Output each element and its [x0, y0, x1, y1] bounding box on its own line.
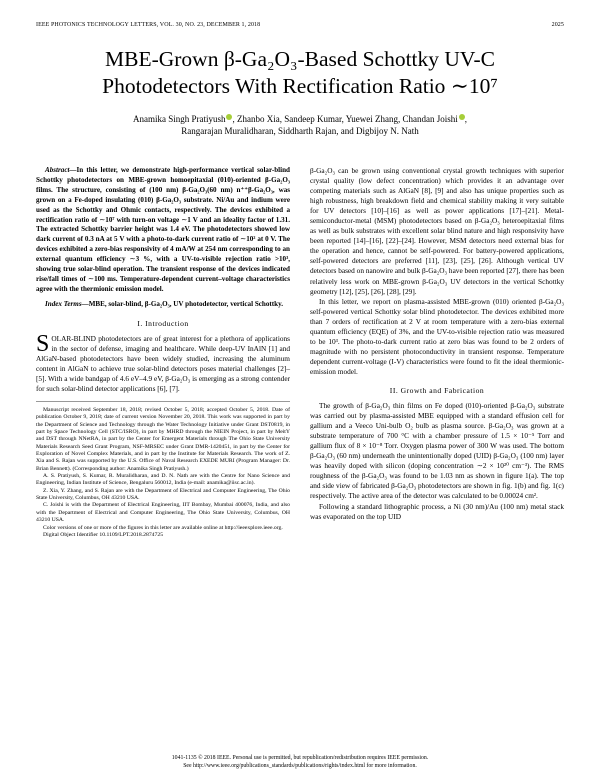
abstract-label: Abstract— [45, 166, 77, 174]
footnote-doi: Digital Object Identifier 10.1109/LPT.2018.2874725 [43, 531, 164, 538]
abstract [36, 166, 290, 295]
body-paragraph-3: The growth of β-Ga₂O₃ thin films on Fe doped (010)-oriented β-Ga₂O₃ substrate was carried out by plasma-assisted MBE equipped with a standard effusion cell for gallium and a Veeco Uni-bulb O₂ bulb as plasma source. β-Ga₂O₃ was grown at a substrate temperature of 700 °C with a chamber pressure of 1.5 × 10⁻⁵ Torr and gallium flux of 8 × 10⁻⁸ Torr. Oxygen plasma power of 300 W was used. The bottom β-Ga₂O₃ (60 nm) underneath the unintentionally doped (UID) β-Ga₂O₃ (100 nm) layer was heavily doped with silicon (doping concentration ∼2 × 10²⁰ cm⁻³). The RMS roughness of the β-Ga₂O₃ was found to be 1.03 nm as shown in figure 1(a). The top and side view of fabricated β-Ga₂O₃ photodetectors are shown in fig. 1(b) and fig. 1(c) respectively. The active area of the detector was calculated to be 0.00024 cm². [310, 401, 564, 501]
body-paragraph-2: In this letter, we report on plasma-assisted MBE-grown (010) oriented β-Ga₂O₃ self-powered vertical Schottky solar blind photodetector. The devices exhibited more than 7 orders of rectification at 2 V at room temperature with a zero-bias external quantum efficiency (EQE) of 3%, and the UV-to-visible rejection ratio was measured to be 10³. The photo-to-dark current ratio at zero bias was found to be 2 orders of magnitude with no persistent photoconductivity in transient response. Temperature dependent current-voltage (I-V) characteristics were found to fit the ideal thermionic-emission model. [310, 296, 564, 376]
paper-title [36, 46, 564, 100]
author-line-2: Rangarajan Muralidharan, Siddharth Rajan, and Digbijoy N. Nath [181, 126, 419, 136]
body-paragraph-4: Following a standard lithographic process, a Ni (30 nm)/Au (100 nm) metal stack was evaporated on the top UID [310, 501, 564, 521]
copyright-line: 1041-1135 © 2018 IEEE. Personal use is permitted, but republication/redistribution requires IEEE permission. [171, 755, 429, 761]
body-paragraph-1: β-Ga₂O₃ can be grown using conventional crystal growth techniques with superior crystal quality (low defect concentration) which provides it an advantage over competing materials such as AlGaN [8], [9] and also has unique properties such as high robustness, high breakdown field and chemical stability making it very suitable for UV detectors [10]–[16] as well as power applications [17]–[21]. Metal-semiconductor-metal (MSM) photodetectors based on β-Ga₂O₃ heteroepitaxial films as well as bulk substrates with excellent solar blind nature and high responsivity have been reported [14]–[16], [22]–[24]. However, MSM detectors need external bias for the operation and hence, cannot be self-powered. For battery-powered applications, self-powered detectors are preferred [11], [23], [25], [26]. Although vertical UV detectors based on nanowire and bulk β-Ga₂O₃ have been reported [27], there has been relatively less work on MBE-grown β-Ga₂O₃ UV detectors in the vertical Schottky geometry [12], [25], [26], [28], [29]. [310, 166, 564, 296]
index-terms-label: Index Terms— [45, 299, 89, 308]
abstract-text: In this letter, we demonstrate high-performance vertical solar-blind Schottky photodetectors on MBE-grown homoepitaxial (010)-oriented β-Ga₂O₃ films. The structure, consisting of (100 nm) β-Ga₂O₃(60 nm) n⁺⁺β-Ga₂O₃, was grown on a Fe-doped insulating (010) β-Ga₂O₃ substrate. Ni/Au and indium were used as the Schottky and Ohmic contacts, respectively. The devices exhibited a rectification ratio of ∼10⁷ with turn-on voltage ∼1 V and an ideality factor of 1.31. The extracted Schottky barrier height was 1.4 eV. The photodetectors showed low dark current of 0.3 nA at 5 V with a photo-to-dark current ratio of ∼10² at 0 V. The devices exhibited a zero-bias responsivity of 4 mA/W at 254 nm corresponding to an external quantum efficiency ∼3 %, with a UV-to-visible rejection ratio >10³, showing true solar-blind operation. The transient response of the devices indicated rise/fall times of ∼100 ms. Temperature-dependent current–voltage characteristics agree with the thermionic emission model. [36, 166, 290, 293]
footnotes [36, 401, 290, 539]
rights-link[interactable]: See http://www.ieee.org/publications_standards/publications/rights/index.html for more information. [183, 762, 417, 769]
title-line-2: Photodetectors With Rectification Ratio ∼10⁷ [102, 74, 498, 98]
author-list [60, 113, 540, 137]
copyright-footer [36, 755, 564, 770]
author-line-1: Anamika Singh Pratiyush , Zhanbo Xia, Sandeep Kumar, Yuewei Zhang, Chandan Joishi , [132, 114, 467, 124]
introduction-paragraph: SOLAR-BLIND photodetectors are of great interest for a plethora of applications in the sector of defense, imaging and healthcare. While deep-UV InAlN [1] and AlGaN-based photodetectors have been widely studied, increasing the aluminum content in AlGaN to achieve true solar-blind detectors poses material challenges [2]–[5]. With a wide bandgap of 4.6 eV–4.9 eV, β-Ga₂O₃ is emerging as a strong contender for such solar-blind detector applications [6], [7]. [36, 330, 290, 393]
page-number: 2025 [551, 22, 564, 28]
index-terms [36, 300, 290, 310]
footnote-affiliation-iitb: C. Joishi is with the Department of Electrical Engineering, IIT Bombay, Mumbai 400076, India, and also with the Department of Electrical and Computer Engineering, The Ohio State University, Columbus, OH 43210 USA. [36, 502, 290, 524]
title-line-1: MBE-Grown β-Ga₂O₃-Based Schottky UV-C [104, 47, 495, 71]
footnote-funding: Manuscript received September 18, 2018; revised October 5, 2018; accepted October 5, 2018. Date of publication October 9, 2018; date of current version November 20, 2018. This work was supported in part by the Department of Science and Technology through the Water Technology Initiative under Grant DST0819, in part by Space Technology Cell (STC/ISRO), in part by MHRD through the NIEIN Project, in part by MeitY and DST through NNetRA, in part by the Center for Emergent Materials through The Ohio State University Materials Research Seed Grant Program, NSF-MRSEC under Grant DMR-1420451, in part by the Center for Exploration of Novel Complex Materials, and in part by the Institute for Materials Research. The work of Z. Xia and S. Rajan was supported by the U.S. Office of Naval Research EXEDE MURI (Program Manager: Dr. Brian Bennett). (Corresponding author: Anamika Singh Pratiyush.) [36, 407, 290, 472]
section-heading-growth: II. Growth and Fabrication [389, 385, 485, 395]
index-terms-text: MBE, solar-blind, β-Ga₂O₃, UV photodetector, vertical Schottky. [88, 299, 284, 308]
drop-cap: S [36, 330, 50, 357]
left-column [36, 166, 290, 539]
running-header [36, 22, 564, 28]
footnote-color-versions: Color versions of one or more of the figures in this letter are available online at http://ieeexplore.ieee.org. [43, 524, 283, 531]
right-column [310, 166, 564, 522]
footnote-affiliation-iisc: A. S. Pratiyush, S. Kumar, R. Muralidharan, and D. N. Nath are with the Centre for Nano Science and Engineering, Indian Institute of Science, Bengaluru 560012, India (e-mail: anamika@iisc.ac.in). [36, 473, 290, 487]
journal-header: IEEE PHOTONICS TECHNOLOGY LETTERS, VOL. 30, NO. 23, DECEMBER 1, 2018 [36, 22, 261, 28]
section-heading-introduction: I. Introduction [137, 318, 189, 328]
footnote-affiliation-osu: Z. Xia, Y. Zhang, and S. Rajan are with the Department of Electrical and Computer Engineering, The Ohio State University, Columbus, OH 43210 USA. [36, 487, 290, 502]
